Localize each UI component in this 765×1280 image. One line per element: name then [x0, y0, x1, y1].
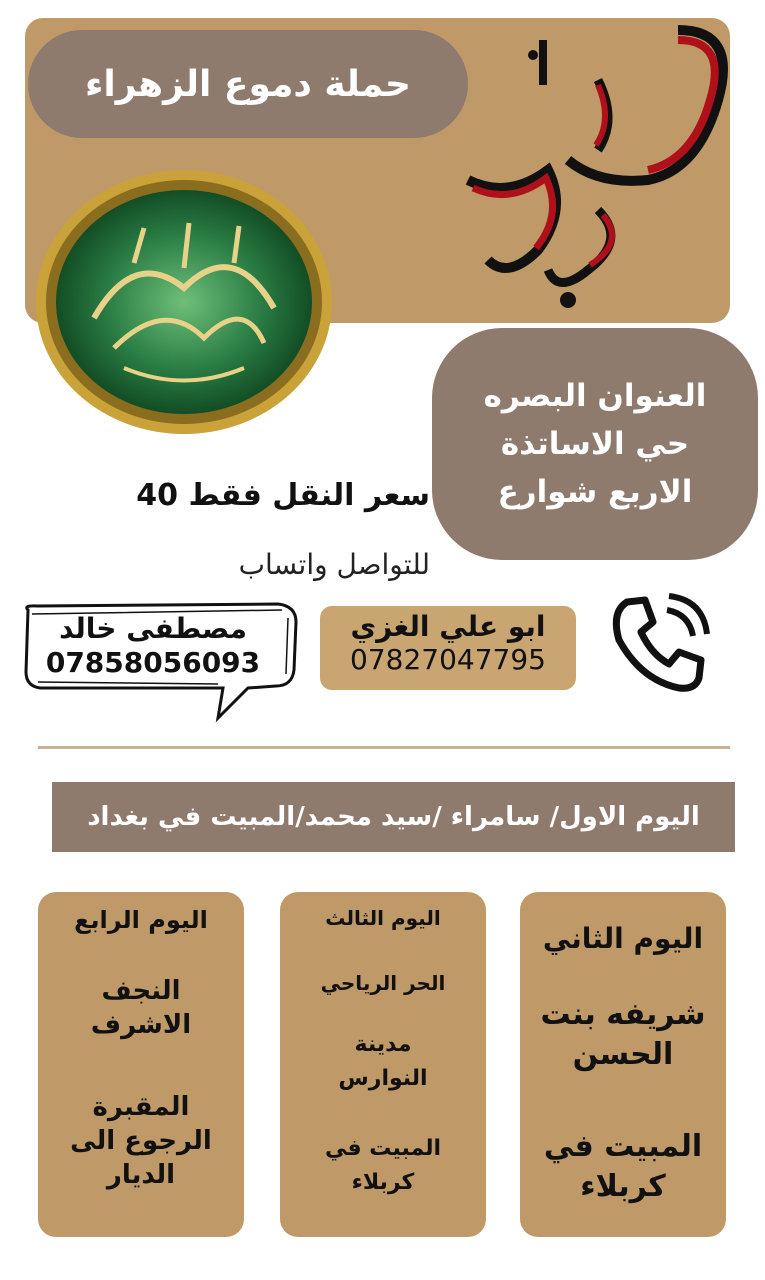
medallion-icon	[34, 168, 334, 436]
contact-phone[interactable]: 07827047795	[350, 643, 546, 676]
contact-card-1	[28, 612, 278, 680]
karbala-calligraphy-icon	[448, 10, 748, 310]
day-line: الرجوع الى	[70, 1126, 212, 1156]
address-box	[432, 328, 758, 560]
day-line: الحسن	[572, 1037, 674, 1072]
contact-name: مصطفى خالد	[59, 612, 247, 645]
phone-icon[interactable]	[605, 590, 715, 700]
address-line: الاربع شوارع	[497, 474, 693, 510]
whatsapp-label: للتواصل واتساب	[238, 548, 430, 581]
day-title: اليوم الرابع	[74, 906, 208, 934]
contact-card-2	[320, 606, 576, 690]
day-line: النجف	[101, 976, 181, 1006]
transport-price: سعر النقل فقط 40	[136, 478, 430, 513]
day-three-card	[280, 892, 486, 1237]
day-title: اليوم الثاني	[542, 922, 704, 955]
contact-phone[interactable]: 07858056093	[45, 646, 261, 679]
day-line: الديار	[106, 1160, 176, 1190]
day-title: اليوم الثالث	[325, 906, 441, 930]
day-line: النوارس	[338, 1066, 428, 1091]
day-two-card	[520, 892, 726, 1237]
day-line: الحر الرياحي	[320, 971, 446, 995]
day-line: المقبرة	[92, 1092, 190, 1122]
day-line: شريفه بنت	[540, 997, 706, 1032]
address-line: العنوان البصره	[483, 378, 707, 414]
day-line: كربلاء	[580, 1169, 666, 1204]
address-line: حي الاساتذة	[500, 426, 690, 462]
divider	[38, 746, 730, 749]
day-four-card	[38, 892, 244, 1237]
day-line: مدينة	[354, 1032, 412, 1057]
day-line: المبيت في	[324, 1136, 442, 1161]
contact-name: ابو علي الغزي	[350, 610, 546, 643]
day-line: المبيت في	[543, 1129, 703, 1164]
day-line: الاشرف	[90, 1010, 192, 1040]
day-line: كربلاء	[351, 1170, 415, 1195]
campaign-title: حملة دموع الزهراء	[28, 30, 468, 138]
day-one-banner: اليوم الاول/ سامراء /سيد محمد/المبيت في بغداد	[52, 782, 735, 852]
